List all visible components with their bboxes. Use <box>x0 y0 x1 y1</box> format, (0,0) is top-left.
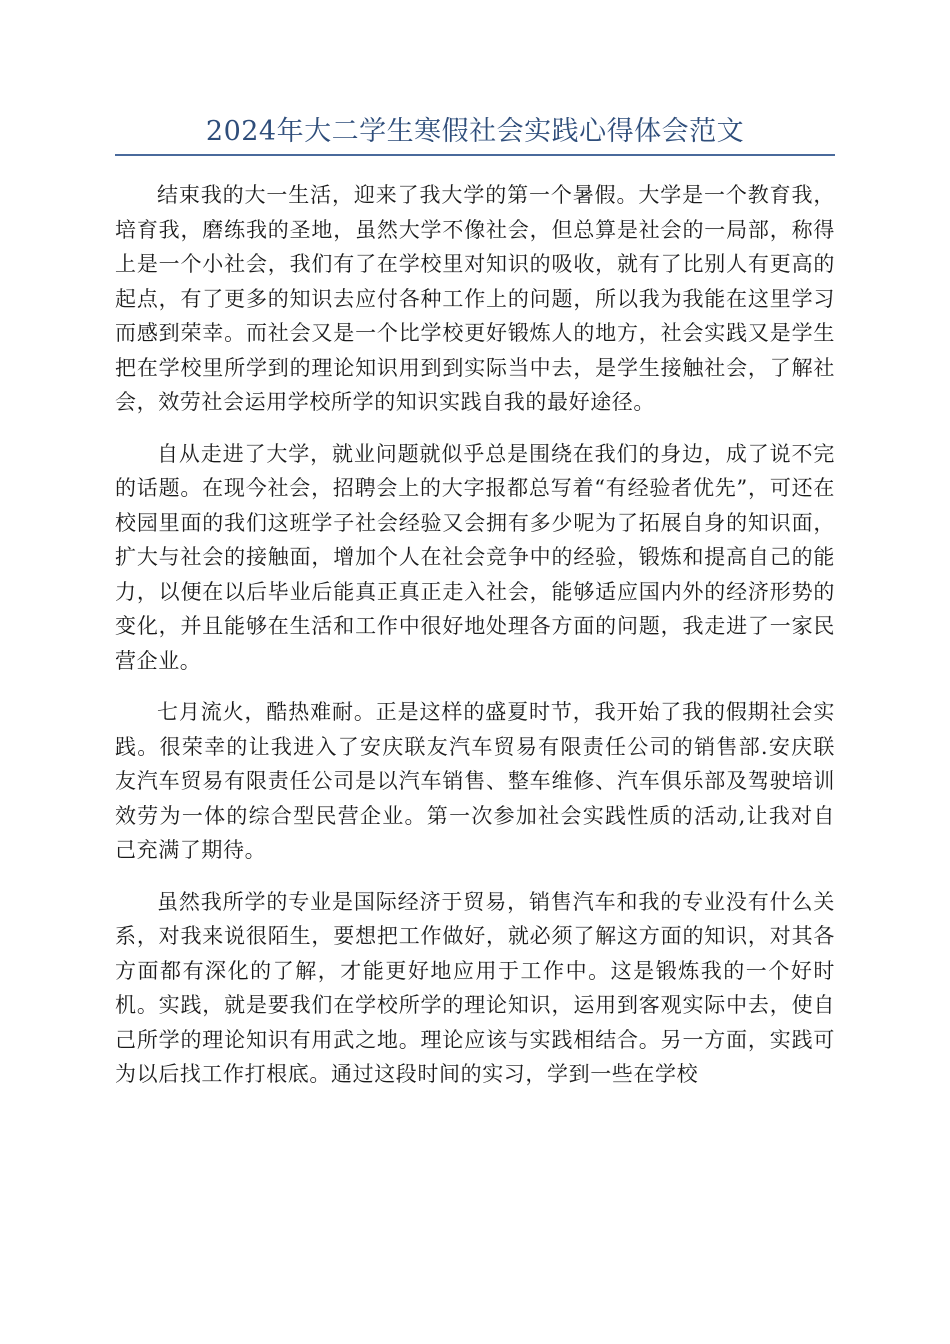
paragraph-1: 结束我的大一生活，迎来了我大学的第一个暑假。大学是一个教育我，培育我，磨练我的圣地，虽然大学不像社会，但总算是社会的一局部，称得上是一个小社会，我们有了在学校里对知识的吸收，就有了比别人有更高的起点，有了更多的知识去应付各种工作上的问题，所以我为我能在这里学习而感到荣幸。而社会又是一个比学校更好锻炼人的地方，社会实践又是学生把在学校里所学到的理论知识用到到实际当中去，是学生接触社会，了解社会，效劳社会运用学校所学的知识实践自我的最好途径。 <box>115 183 835 414</box>
paragraph-2: 自从走进了大学，就业问题就似乎总是围绕在我们的身边，成了说不完的话题。在现今社会，招聘会上的大字报都总写着“有经验者优先”，可还在校园里面的我们这班学子社会经验又会拥有多少呢为了拓展自身的知识面，扩大与社会的接触面，增加个人在社会竞争中的经验，锻炼和提高自己的能力，以便在以后毕业后能真正真正走入社会，能够适应国内外的经济形势的变化，并且能够在生活和工作中很好地处理各方面的问题，我走进了一家民营企业。 <box>115 441 835 673</box>
paragraph-4: 虽然我所学的专业是国际经济于贸易，销售汽车和我的专业没有什么关系，对我来说很陌生，要想把工作做好，就必须了解这方面的知识，对其各方面都有深化的了解，才能更好地应用于工作中。这是锻炼我的一个好时机。实践，就是要我们在学校所学的理论知识，运用到客观实际中去，使自己所学的理论知识有用武之地。理论应该与实践相结合。另一方面，实践可为以后找工作打根底。通过这段时间的实习，学到一些在学校 <box>115 889 835 1086</box>
paragraph-3: 七月流火，酷热难耐。正是这样的盛夏时节，我开始了我的假期社会实践。很荣幸的让我进入了安庆联友汽车贸易有限责任公司的销售部.安庆联友汽车贸易有限责任公司是以汽车销售、整车维修、汽车俱乐部及驾驶培训效劳为一体的综合型民营企业。第一次参加社会实践性质的活动,让我对自己充满了期待。 <box>115 700 835 862</box>
document-title: 2024年大二学生寒假社会实践心得体会范文 <box>205 116 745 147</box>
document-page <box>115 110 835 1109</box>
title-underline <box>115 154 835 156</box>
